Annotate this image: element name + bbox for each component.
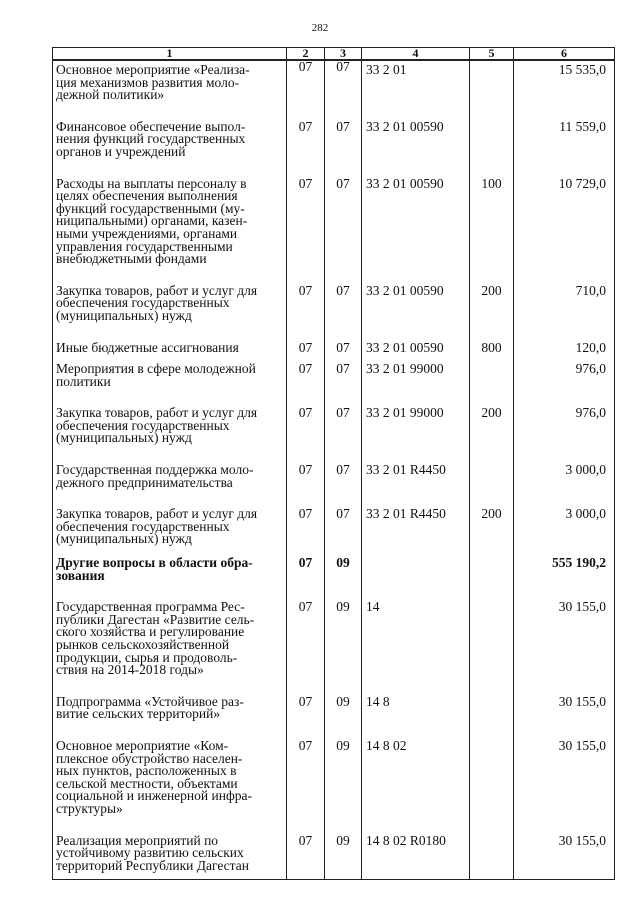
row-subsection-cell: 07 (325, 508, 362, 557)
row-name-text: Финансовое обеспечение выпол- нения функций государственных органов и учреждений (56, 118, 246, 159)
row-subsection-cell: 09 (325, 696, 362, 740)
row-expense-type-cell (470, 60, 514, 121)
row-section-cell: 07 (287, 740, 325, 835)
row-target-article-cell: 33 2 01 99000 (362, 363, 470, 407)
table-row (53, 601, 615, 696)
row-target-article-cell: 33 2 01 00590 (362, 178, 470, 285)
page-number: 282 (311, 22, 329, 34)
row-expense-type-cell (470, 740, 514, 835)
row-subsection-cell: 09 (325, 740, 362, 835)
row-expense-type-cell: 200 (470, 285, 514, 342)
table-row (53, 285, 615, 342)
row-amount-cell: 976,0 (514, 407, 615, 464)
row-subsection-cell: 07 (325, 407, 362, 464)
row-target-article-cell: 33 2 01 00590 (362, 121, 470, 178)
row-subsection-cell: 07 (325, 121, 362, 178)
table-row (53, 557, 615, 601)
row-name-text: Подпрограмма «Устойчивое раз- витие сельских территорий» (56, 693, 244, 722)
row-amount-cell: 120,0 (514, 342, 615, 364)
row-amount-cell: 11 559,0 (514, 121, 615, 178)
row-target-article-cell: 14 8 02 (362, 740, 470, 835)
table-row (53, 342, 615, 364)
row-amount-cell: 30 155,0 (514, 835, 615, 880)
row-subsection-cell: 07 (325, 60, 362, 121)
row-name-cell (53, 832, 287, 880)
row-target-article-cell: 33 2 01 00590 (362, 342, 470, 364)
table-row (53, 121, 615, 178)
header-col-6: 6 (514, 48, 615, 61)
row-subsection-cell: 09 (325, 557, 362, 601)
row-expense-type-cell (470, 835, 514, 880)
row-expense-type-cell (470, 557, 514, 601)
header-row (53, 48, 615, 61)
row-name-cell (53, 363, 287, 407)
row-expense-type-cell (470, 601, 514, 696)
row-expense-type-cell (470, 121, 514, 178)
row-expense-type-cell: 200 (470, 407, 514, 464)
row-name-cell (53, 407, 287, 464)
row-amount-cell: 15 535,0 (514, 60, 615, 121)
row-name-text: Расходы на выплаты персоналу в целях обеспечения выполнения функций государственными (му- ниципальными) органами, казен- ными учреждениями, органами управления государственными внебюджетными фондами (56, 175, 248, 267)
row-amount-cell: 10 729,0 (514, 178, 615, 285)
row-name-text: Мероприятия в сфере молодежной политики (56, 361, 256, 389)
table-row (53, 464, 615, 508)
row-name-cell (53, 693, 287, 740)
row-target-article-cell (362, 557, 470, 601)
row-section-cell: 07 (287, 121, 325, 178)
table-row (53, 835, 615, 880)
row-expense-type-cell (470, 696, 514, 740)
row-subsection-cell: 09 (325, 601, 362, 696)
row-amount-cell: 3 000,0 (514, 464, 615, 508)
row-section-cell: 07 (287, 407, 325, 464)
row-name-cell (53, 339, 287, 364)
row-amount-cell: 3 000,0 (514, 508, 615, 557)
row-name-text: Закупка товаров, работ и услуг для обеспечения государственных (муниципальных) нужд (56, 282, 258, 323)
table-row (53, 740, 615, 835)
header-col-5: 5 (470, 48, 514, 61)
row-expense-type-cell: 200 (470, 508, 514, 557)
row-name-text: Иные бюджетные ассигнования (56, 339, 239, 355)
row-expense-type-cell (470, 363, 514, 407)
row-expense-type-cell: 800 (470, 342, 514, 364)
row-name-cell (53, 508, 287, 557)
row-amount-cell: 976,0 (514, 363, 615, 407)
table-row (53, 407, 615, 464)
row-section-cell: 07 (287, 508, 325, 557)
row-target-article-cell: 14 (362, 601, 470, 696)
row-target-article-cell: 33 2 01 (362, 60, 470, 121)
row-name-text: Государственная поддержка моло- дежного предпринимательства (56, 462, 254, 490)
row-name-text: Основное мероприятие «Реализа- ция механизмов развития моло- дежной политики» (56, 62, 250, 103)
row-name-cell (53, 464, 287, 508)
row-expense-type-cell (470, 464, 514, 508)
row-target-article-cell: 14 8 (362, 696, 470, 740)
row-name-cell (53, 737, 287, 835)
row-subsection-cell: 07 (325, 464, 362, 508)
row-name-text: Другие вопросы в области обра- зования (56, 555, 253, 583)
row-target-article-cell: 33 2 01 00590 (362, 285, 470, 342)
row-name-text: Основное мероприятие «Ком- плексное обустройство населен- ных пунктов, расположенных в сельской местности, объектами социальной и инженерной инфра- структуры» (56, 737, 252, 816)
row-target-article-cell: 14 8 02 R0180 (362, 835, 470, 880)
row-section-cell: 07 (287, 835, 325, 880)
table-row (53, 363, 615, 407)
header-col-2: 2 (287, 48, 325, 61)
row-name-cell (53, 118, 287, 178)
row-section-cell: 07 (287, 601, 325, 696)
header-col-3: 3 (325, 48, 362, 61)
row-amount-cell: 30 155,0 (514, 601, 615, 696)
row-section-cell: 07 (287, 363, 325, 407)
row-subsection-cell: 07 (325, 342, 362, 364)
row-section-cell: 07 (287, 696, 325, 740)
row-section-cell: 07 (287, 178, 325, 285)
row-expense-type-cell: 100 (470, 178, 514, 285)
row-name-cell (53, 557, 287, 601)
row-name-text: Закупка товаров, работ и услуг для обеспечения государственных (муниципальных) нужд (56, 506, 258, 547)
row-section-cell: 07 (287, 285, 325, 342)
header-col-1: 1 (53, 48, 287, 61)
table-row (53, 60, 615, 121)
row-target-article-cell: 33 2 01 99000 (362, 407, 470, 464)
row-name-text: Государственная программа Рес- публики Дагестан «Развитие сель- ского хозяйства и регулирование рынков сельскохозяйственной продукции, сырья и продоволь- ствия на 2014-2018 годы» (56, 599, 255, 678)
row-amount-cell: 30 155,0 (514, 740, 615, 835)
row-subsection-cell: 07 (325, 178, 362, 285)
row-section-cell: 07 (287, 557, 325, 601)
row-name-text: Закупка товаров, работ и услуг для обеспечения государственных (муниципальных) нужд (56, 405, 258, 446)
row-name-cell (53, 601, 287, 696)
row-target-article-cell: 33 2 01 R4450 (362, 464, 470, 508)
row-section-cell: 07 (287, 342, 325, 364)
table-row (53, 178, 615, 285)
row-target-article-cell: 33 2 01 R4450 (362, 508, 470, 557)
row-amount-cell: 710,0 (514, 285, 615, 342)
row-amount-cell: 30 155,0 (514, 696, 615, 740)
row-subsection-cell: 07 (325, 363, 362, 407)
header-col-4: 4 (362, 48, 470, 61)
row-section-cell: 07 (287, 60, 325, 121)
row-subsection-cell: 09 (325, 835, 362, 880)
row-name-cell (53, 282, 287, 342)
row-amount-cell: 555 190,2 (514, 557, 615, 601)
row-section-cell: 07 (287, 464, 325, 508)
row-name-text: Реализация мероприятий по устойчивому развитию сельских территорий Республики Дагестан (56, 832, 249, 873)
table-row (53, 508, 615, 557)
table-row (53, 696, 615, 740)
row-subsection-cell: 07 (325, 285, 362, 342)
budget-table (52, 47, 615, 880)
row-name-cell (53, 60, 287, 121)
row-name-cell (53, 175, 287, 285)
